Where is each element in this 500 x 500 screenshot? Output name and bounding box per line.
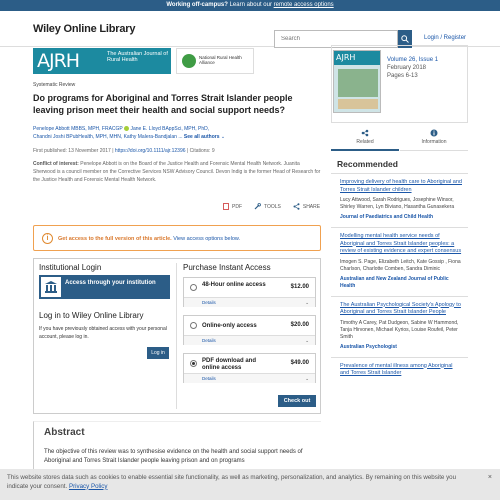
issue-details [387, 56, 438, 80]
access-message-bold: Get access to the full version of this article. [58, 236, 172, 242]
list-item [331, 173, 468, 227]
login-button[interactable]: Log in [147, 347, 169, 359]
recommended-article-link[interactable]: Improving delivery of health care to Aboriginal and Torres Strait Islander children [340, 179, 462, 193]
purchase-option-pdf-online[interactable] [183, 353, 316, 383]
close-icon[interactable]: × [487, 474, 492, 481]
option-name: PDF download and online access [202, 358, 256, 371]
see-all-authors-link[interactable]: See all authors [183, 134, 220, 140]
institutional-access-button[interactable] [39, 275, 170, 299]
tab-related[interactable] [331, 127, 399, 151]
share-icon [293, 203, 300, 210]
purchase-option-online-only[interactable] [183, 315, 316, 345]
tools-label: TOOLS [264, 203, 281, 210]
author-link[interactable]: Jane E. Lloyd BAppSci, MPH, PhD, [130, 126, 210, 132]
cover-image [338, 69, 378, 97]
recommended-authors: Imogen S. Page, Elizabeth Leitch, Kate Gossip , Fiona Charlson, Charlotte Comben, Sandra Diminic [340, 258, 461, 272]
tab-related-label: Related [356, 139, 374, 145]
partner-name: National Rural Health Alliance [199, 55, 242, 65]
related-icon [361, 129, 369, 137]
info-icon: i [42, 233, 53, 244]
tools-button[interactable] [254, 203, 281, 210]
sidebar [331, 45, 468, 500]
information-icon [430, 129, 438, 137]
access-options-link[interactable]: View access options below. [173, 236, 241, 242]
cookie-banner [0, 469, 500, 500]
site-header [0, 11, 500, 47]
option-name: Online-only access [202, 323, 257, 329]
recommended-authors: Timothy A Carey, Pat Dudgeon, Sabine W Hammond, Tanja Hirvonen, Michael Kyrios, Louise Roufeil, Peter Smith [340, 319, 459, 340]
option-radio-selected[interactable] [190, 360, 197, 367]
wol-login-text: If you have previously obtained access with your personal account, please log in. [39, 326, 167, 340]
article-type: Systematic Review [33, 82, 76, 88]
institution-icon [44, 280, 58, 294]
login-register-link[interactable]: Login / Register [424, 35, 467, 41]
checkout-button[interactable]: Check out [278, 395, 316, 407]
conflict-label: Conflict of interest: [33, 161, 79, 167]
recommended-authors: Lucy Attwood, Sarah Rodrigues, Josephine Winsor, Shirley Warren, Lyn Biviano, Hasantha Gunasekera [340, 197, 455, 210]
option-radio[interactable] [190, 322, 197, 329]
recommended-journal[interactable]: Australian and New Zealand Journal of Public Health [340, 275, 449, 289]
cover-abbr: AJRH [334, 51, 380, 65]
journal-banner[interactable] [33, 48, 171, 74]
article-title: Do programs for Aboriginal and Torres Strait Islander people leaving prison meet their health and social support needs? [33, 93, 293, 115]
issue-date: February 2018 [387, 65, 427, 71]
wol-login-title: Log in to Wiley Online Library [39, 311, 144, 320]
purchase-title: Purchase Instant Access [183, 263, 271, 272]
doi-link[interactable]: https://doi.org/10.1111/ajr.12396 [114, 148, 186, 154]
partner-logo-icon [182, 54, 196, 68]
search-icon [401, 35, 409, 43]
pdf-icon [223, 203, 229, 210]
chevron-down-icon: ⌄ [305, 338, 309, 343]
privacy-policy-link[interactable]: Privacy Policy [68, 482, 108, 490]
cover-image-lower [338, 99, 378, 109]
cookie-text [7, 474, 477, 491]
banner-lead: Working off-campus? [166, 2, 228, 8]
article-tools [223, 203, 320, 210]
share-button[interactable] [293, 203, 320, 210]
purchase-option-48-hour[interactable] [183, 277, 316, 307]
share-label: SHARE [302, 203, 321, 210]
publication-meta: First published: 13 November 2017 | https://doi.org/10.1111/ajr.12396 | Citations: 9 [33, 148, 215, 154]
wrench-icon [254, 203, 261, 210]
option-details-toggle[interactable] [184, 297, 315, 307]
pdf-label: PDF [232, 203, 242, 210]
list-item [331, 227, 468, 296]
issue-pages: Pages 6-13 [387, 73, 418, 79]
journal-cover[interactable] [333, 50, 381, 113]
access-options-panel [33, 258, 321, 414]
cookie-message: This website stores data such as cookies to enable essential site functionality, as well as marketing, personalization, and analytics. By remaining on this website you indicate your consent. [7, 474, 457, 490]
tab-information[interactable] [400, 127, 468, 151]
option-price: $20.00 [290, 322, 309, 328]
chevron-down-icon: ⌄ [305, 300, 309, 305]
list-item [331, 357, 468, 384]
panel-divider [176, 263, 177, 409]
partner-logo[interactable] [176, 48, 254, 74]
recommended-journal[interactable]: Australian Psychologist [340, 343, 397, 350]
chevron-down-icon: ⌄ [220, 134, 226, 140]
recommended-article-link[interactable]: The Australian Psychological Society's Apology to Aboriginal and Torres Strait Islander People [340, 301, 461, 315]
issue-info-box [331, 45, 468, 123]
option-radio[interactable] [190, 284, 197, 291]
option-price: $12.00 [290, 284, 309, 290]
abstract-title: Abstract [44, 427, 85, 438]
institutional-access-label: Access through your institution [65, 280, 156, 286]
chevron-down-icon: ⌄ [305, 376, 309, 381]
recommended-list [331, 173, 468, 384]
option-name: 48-Hour online access [202, 282, 266, 288]
volume-issue-link[interactable]: Volume 26, Issue 1 [387, 57, 439, 63]
journal-abbr: AJRH [37, 50, 80, 72]
details-label: Details [202, 300, 216, 305]
recommended-article-link[interactable]: Prevalence of mental illness among Aboriginal and Torres Strait Islander [340, 362, 453, 376]
access-notice [33, 225, 321, 251]
conflict-text: Penelope Abbott is on the Board of the Justice Health and Forensic Mental Health Network. Juanita Sherwood is a council member on the Corrective Services NSW Advisory Council. Devon Indig is the former Head of Research for the Justice Health and Forensic Mental Health Network. [33, 161, 321, 183]
remote-access-link[interactable]: remote access options [273, 2, 334, 8]
abstract-text: The objective of this review was to synthesise evidence on the health and social support needs of Aboriginal and Torres Strait Islander people leaving prison and on programs [44, 449, 303, 464]
site-logo[interactable]: Wiley Online Library [33, 23, 136, 35]
author-link[interactable]: Penelope Abbott MBBS, MPH, FRACGP [33, 126, 123, 132]
author-list [33, 125, 321, 141]
banner-text: Learn about our [229, 2, 272, 8]
pdf-button[interactable] [223, 203, 242, 210]
option-details-toggle[interactable] [184, 373, 315, 383]
tab-information-label: Information [421, 139, 447, 145]
list-item [331, 296, 468, 357]
institution-icon-box [41, 277, 61, 297]
option-details-toggle[interactable] [184, 335, 315, 345]
recommended-journal[interactable]: Journal of Paediatrics and Child Health [340, 214, 434, 220]
remote-access-banner [0, 0, 500, 11]
access-message [58, 236, 240, 242]
orcid-icon[interactable] [124, 126, 129, 131]
first-published: First published: 13 November 2017 [33, 148, 111, 154]
recommended-article-link[interactable]: Modelling mental health service needs of Aboriginal and Torres Strait Islander peoples: a review of existing evidence and expert consensus [340, 233, 462, 254]
option-price: $49.00 [290, 360, 309, 366]
author-link[interactable]: Chandni Joshi BPubHealth, MPH, MHN, Kathy Malera-Bandjalan ... [33, 134, 183, 140]
journal-name: The Australian Journal of Rural Health [107, 51, 168, 63]
details-label: Details [202, 338, 216, 343]
details-label: Details [202, 376, 216, 381]
sidebar-tabs [331, 127, 468, 151]
citations-count[interactable]: Citations: 9 [189, 148, 215, 154]
recommended-title: Recommended [337, 159, 398, 169]
conflict-of-interest [33, 160, 321, 184]
institutional-login-title: Institutional Login [39, 263, 102, 272]
